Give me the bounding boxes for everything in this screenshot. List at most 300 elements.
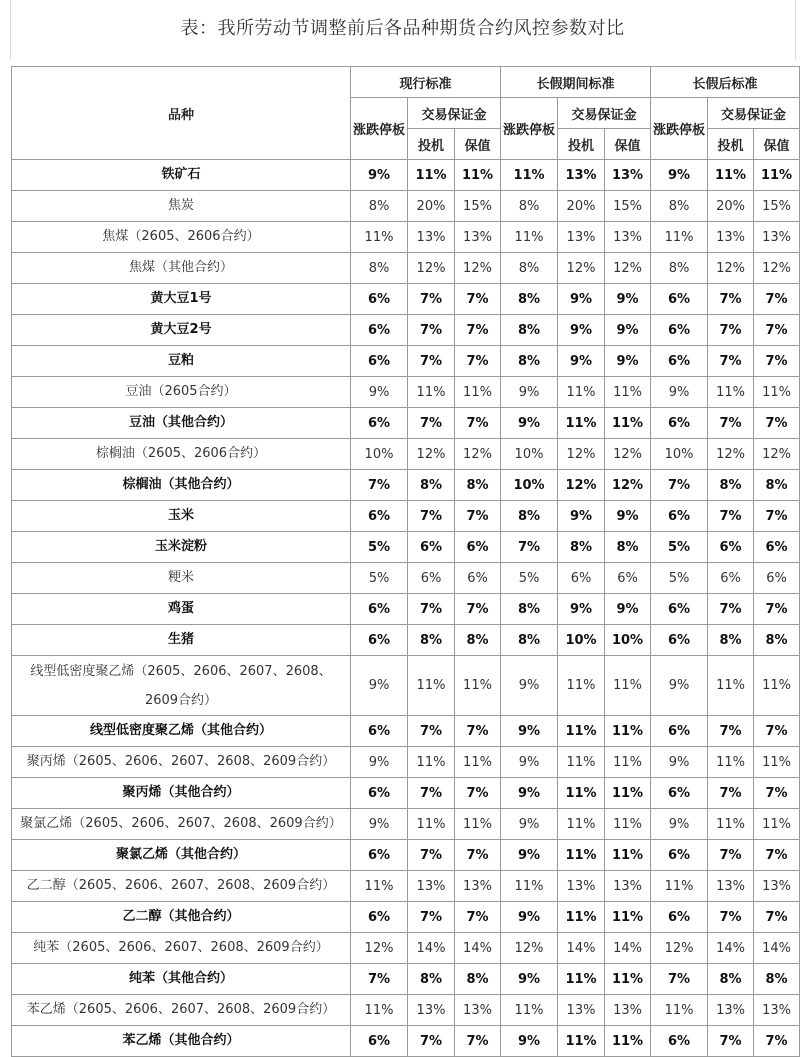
cell-spec-current: 13% [408,995,455,1026]
cell-limit-current: 6% [351,840,408,871]
variety-name: 鸡蛋 [12,594,351,625]
variety-name: 焦炭 [12,191,351,222]
cell-spec-current: 11% [408,377,455,408]
header-spec-holiday: 投机 [558,129,605,160]
cell-limit-after-holiday: 9% [651,160,708,191]
table-row [12,625,800,656]
table-body [12,160,800,1057]
cell-hedge-holiday: 13% [605,995,651,1026]
cell-spec-current: 7% [408,284,455,315]
cell-hedge-current: 7% [455,778,501,809]
cell-limit-after-holiday: 6% [651,594,708,625]
table-row [12,778,800,809]
header-margin-after-holiday: 交易保证金 [708,98,800,129]
header-margin-holiday: 交易保证金 [558,98,651,129]
cell-limit-current: 9% [351,747,408,778]
variety-name: 棕榈油（其他合约） [12,470,351,501]
cell-spec-holiday: 12% [558,253,605,284]
header-hedge-after-holiday: 保值 [754,129,800,160]
cell-hedge-holiday: 11% [605,809,651,840]
cell-limit-holiday: 8% [501,346,558,377]
table-row [12,160,800,191]
table-row [12,253,800,284]
table-title: 表：我所劳动节调整前后各品种期货合约风控参数对比 [180,18,625,39]
cell-spec-current: 7% [408,902,455,933]
variety-name: 焦煤（其他合约） [12,253,351,284]
cell-spec-after-holiday: 7% [708,1026,754,1057]
cell-limit-after-holiday: 9% [651,656,708,716]
cell-spec-holiday: 13% [558,871,605,902]
cell-spec-after-holiday: 7% [708,315,754,346]
cell-spec-after-holiday: 14% [708,933,754,964]
cell-limit-current: 5% [351,532,408,563]
cell-limit-holiday: 11% [501,160,558,191]
cell-spec-current: 7% [408,840,455,871]
cell-hedge-after-holiday: 8% [754,964,800,995]
cell-spec-after-holiday: 11% [708,160,754,191]
cell-hedge-after-holiday: 7% [754,778,800,809]
cell-hedge-after-holiday: 8% [754,625,800,656]
cell-spec-after-holiday: 20% [708,191,754,222]
variety-name: 生猪 [12,625,351,656]
cell-hedge-holiday: 11% [605,408,651,439]
table-row [12,995,800,1026]
cell-spec-after-holiday: 7% [708,408,754,439]
table-row [12,470,800,501]
cell-limit-current: 6% [351,346,408,377]
cell-limit-current: 6% [351,1026,408,1057]
cell-limit-after-holiday: 10% [651,439,708,470]
cell-spec-current: 7% [408,778,455,809]
cell-hedge-after-holiday: 7% [754,716,800,747]
cell-limit-current: 9% [351,656,408,716]
cell-hedge-holiday: 11% [605,716,651,747]
cell-hedge-after-holiday: 11% [754,656,800,716]
header-margin-current: 交易保证金 [408,98,501,129]
cell-limit-after-holiday: 8% [651,253,708,284]
cell-limit-holiday: 11% [501,871,558,902]
cell-hedge-holiday: 9% [605,284,651,315]
cell-hedge-current: 7% [455,594,501,625]
cell-hedge-current: 12% [455,439,501,470]
cell-spec-current: 7% [408,1026,455,1057]
cell-spec-current: 7% [408,315,455,346]
cell-spec-holiday: 11% [558,964,605,995]
cell-spec-after-holiday: 12% [708,439,754,470]
cell-spec-holiday: 13% [558,222,605,253]
cell-limit-after-holiday: 7% [651,470,708,501]
header-limit-after-holiday: 涨跌停板 [651,98,708,160]
cell-spec-holiday: 11% [558,840,605,871]
cell-hedge-after-holiday: 11% [754,809,800,840]
cell-limit-holiday: 8% [501,625,558,656]
header-group-holiday: 长假期间标准 [501,67,651,98]
table-row [12,809,800,840]
cell-hedge-holiday: 9% [605,315,651,346]
cell-limit-holiday: 10% [501,470,558,501]
cell-limit-current: 5% [351,563,408,594]
cell-hedge-current: 11% [455,377,501,408]
table-row [12,377,800,408]
cell-hedge-after-holiday: 8% [754,470,800,501]
cell-hedge-holiday: 12% [605,253,651,284]
cell-hedge-current: 11% [455,809,501,840]
table-row [12,501,800,532]
table-row [12,315,800,346]
cell-limit-after-holiday: 8% [651,191,708,222]
cell-limit-holiday: 11% [501,222,558,253]
cell-limit-after-holiday: 6% [651,778,708,809]
cell-spec-holiday: 11% [558,747,605,778]
cell-hedge-current: 6% [455,532,501,563]
cell-hedge-current: 12% [455,253,501,284]
cell-hedge-after-holiday: 7% [754,315,800,346]
cell-hedge-holiday: 11% [605,964,651,995]
variety-name: 线型低密度聚乙烯（2605、2606、2607、2608、2609合约） [12,656,351,716]
cell-limit-holiday: 8% [501,284,558,315]
cell-limit-holiday: 9% [501,408,558,439]
cell-limit-after-holiday: 11% [651,871,708,902]
cell-spec-current: 14% [408,933,455,964]
variety-name: 苯乙烯（其他合约） [12,1026,351,1057]
cell-spec-after-holiday: 13% [708,995,754,1026]
cell-hedge-after-holiday: 6% [754,532,800,563]
header-spec-current: 投机 [408,129,455,160]
cell-hedge-holiday: 11% [605,377,651,408]
cell-spec-after-holiday: 7% [708,284,754,315]
cell-limit-holiday: 5% [501,563,558,594]
cell-hedge-after-holiday: 13% [754,222,800,253]
cell-hedge-current: 8% [455,625,501,656]
cell-limit-after-holiday: 6% [651,1026,708,1057]
table-row [12,563,800,594]
risk-parameter-table [11,66,800,1057]
cell-hedge-holiday: 11% [605,840,651,871]
cell-hedge-holiday: 9% [605,501,651,532]
cell-spec-current: 11% [408,656,455,716]
cell-limit-after-holiday: 11% [651,222,708,253]
cell-hedge-after-holiday: 7% [754,346,800,377]
cell-hedge-after-holiday: 15% [754,191,800,222]
cell-limit-after-holiday: 9% [651,809,708,840]
cell-limit-holiday: 8% [501,315,558,346]
cell-hedge-holiday: 11% [605,778,651,809]
variety-name: 棕榈油（2605、2606合约） [12,439,351,470]
cell-limit-current: 6% [351,408,408,439]
cell-hedge-after-holiday: 7% [754,902,800,933]
table-row [12,902,800,933]
cell-limit-after-holiday: 6% [651,625,708,656]
cell-hedge-after-holiday: 7% [754,594,800,625]
cell-hedge-holiday: 10% [605,625,651,656]
cell-spec-holiday: 6% [558,563,605,594]
cell-spec-current: 8% [408,964,455,995]
cell-limit-after-holiday: 9% [651,747,708,778]
variety-name: 聚氯乙烯（2605、2606、2607、2608、2609合约） [12,809,351,840]
cell-hedge-current: 7% [455,346,501,377]
cell-limit-after-holiday: 11% [651,995,708,1026]
cell-spec-current: 7% [408,501,455,532]
cell-limit-holiday: 7% [501,532,558,563]
table-row [12,747,800,778]
cell-hedge-holiday: 13% [605,871,651,902]
cell-hedge-current: 7% [455,1026,501,1057]
variety-name: 黄大豆1号 [12,284,351,315]
header-group-after-holiday: 长假后标准 [651,67,800,98]
cell-spec-holiday: 9% [558,594,605,625]
cell-limit-after-holiday: 6% [651,346,708,377]
cell-limit-holiday: 10% [501,439,558,470]
cell-hedge-after-holiday: 12% [754,439,800,470]
cell-limit-after-holiday: 6% [651,716,708,747]
cell-limit-current: 6% [351,284,408,315]
cell-hedge-current: 11% [455,656,501,716]
variety-name: 豆油（其他合约） [12,408,351,439]
cell-hedge-holiday: 11% [605,747,651,778]
cell-spec-holiday: 13% [558,160,605,191]
cell-hedge-holiday: 11% [605,656,651,716]
cell-spec-holiday: 11% [558,408,605,439]
cell-spec-after-holiday: 13% [708,871,754,902]
cell-hedge-after-holiday: 7% [754,284,800,315]
cell-hedge-holiday: 9% [605,594,651,625]
cell-hedge-after-holiday: 12% [754,253,800,284]
cell-hedge-holiday: 14% [605,933,651,964]
cell-spec-current: 11% [408,747,455,778]
cell-hedge-holiday: 13% [605,160,651,191]
header-variety: 品种 [12,67,351,160]
cell-spec-after-holiday: 11% [708,747,754,778]
cell-limit-after-holiday: 5% [651,563,708,594]
cell-limit-current: 9% [351,377,408,408]
cell-spec-holiday: 13% [558,995,605,1026]
cell-hedge-current: 7% [455,501,501,532]
cell-limit-after-holiday: 12% [651,933,708,964]
variety-name: 铁矿石 [12,160,351,191]
cell-spec-after-holiday: 11% [708,656,754,716]
table-row [12,408,800,439]
cell-hedge-current: 7% [455,716,501,747]
cell-hedge-holiday: 8% [605,532,651,563]
cell-hedge-current: 8% [455,470,501,501]
variety-name: 乙二醇（其他合约） [12,902,351,933]
cell-limit-current: 11% [351,222,408,253]
cell-spec-after-holiday: 6% [708,563,754,594]
variety-name: 苯乙烯（2605、2606、2607、2608、2609合约） [12,995,351,1026]
cell-hedge-current: 13% [455,995,501,1026]
header-hedge-holiday: 保值 [605,129,651,160]
cell-spec-holiday: 11% [558,902,605,933]
cell-limit-current: 11% [351,995,408,1026]
cell-hedge-current: 7% [455,284,501,315]
cell-spec-holiday: 14% [558,933,605,964]
cell-hedge-after-holiday: 7% [754,408,800,439]
cell-limit-holiday: 8% [501,191,558,222]
variety-name: 线型低密度聚乙烯（其他合约） [12,716,351,747]
cell-limit-current: 11% [351,871,408,902]
cell-hedge-holiday: 12% [605,470,651,501]
variety-name: 玉米淀粉 [12,532,351,563]
cell-limit-current: 6% [351,716,408,747]
variety-name: 聚氯乙烯（其他合约） [12,840,351,871]
cell-hedge-current: 13% [455,871,501,902]
cell-limit-current: 6% [351,778,408,809]
table-row [12,1026,800,1057]
cell-limit-holiday: 9% [501,778,558,809]
cell-limit-holiday: 11% [501,995,558,1026]
table-row [12,222,800,253]
table-row [12,656,800,716]
cell-limit-holiday: 9% [501,656,558,716]
cell-limit-current: 7% [351,964,408,995]
cell-spec-current: 12% [408,439,455,470]
header-hedge-current: 保值 [455,129,501,160]
cell-limit-after-holiday: 6% [651,840,708,871]
table-row [12,346,800,377]
cell-hedge-current: 11% [455,160,501,191]
cell-limit-holiday: 9% [501,809,558,840]
table-row [12,594,800,625]
cell-hedge-current: 7% [455,408,501,439]
cell-hedge-current: 11% [455,747,501,778]
cell-limit-holiday: 8% [501,253,558,284]
cell-spec-holiday: 9% [558,315,605,346]
cell-hedge-after-holiday: 14% [754,933,800,964]
cell-spec-holiday: 11% [558,778,605,809]
table-row [12,964,800,995]
cell-limit-current: 7% [351,470,408,501]
cell-limit-after-holiday: 6% [651,284,708,315]
cell-spec-after-holiday: 7% [708,501,754,532]
cell-spec-current: 8% [408,470,455,501]
cell-limit-holiday: 9% [501,716,558,747]
cell-limit-holiday: 12% [501,933,558,964]
table-row [12,840,800,871]
cell-limit-current: 10% [351,439,408,470]
variety-name: 焦煤（2605、2606合约） [12,222,351,253]
header-limit-current: 涨跌停板 [351,98,408,160]
cell-spec-after-holiday: 7% [708,594,754,625]
cell-hedge-current: 8% [455,964,501,995]
cell-spec-holiday: 9% [558,346,605,377]
cell-hedge-after-holiday: 6% [754,563,800,594]
cell-spec-holiday: 20% [558,191,605,222]
cell-limit-after-holiday: 5% [651,532,708,563]
cell-spec-holiday: 11% [558,809,605,840]
cell-spec-current: 20% [408,191,455,222]
cell-hedge-current: 15% [455,191,501,222]
cell-hedge-holiday: 11% [605,902,651,933]
cell-spec-holiday: 11% [558,1026,605,1057]
cell-spec-holiday: 9% [558,284,605,315]
cell-hedge-holiday: 11% [605,1026,651,1057]
cell-hedge-holiday: 15% [605,191,651,222]
cell-spec-after-holiday: 12% [708,253,754,284]
cell-limit-holiday: 8% [501,594,558,625]
variety-name: 豆粕 [12,346,351,377]
cell-hedge-after-holiday: 7% [754,501,800,532]
cell-spec-current: 7% [408,594,455,625]
cell-limit-after-holiday: 6% [651,315,708,346]
cell-spec-current: 13% [408,222,455,253]
header-limit-holiday: 涨跌停板 [501,98,558,160]
cell-limit-after-holiday: 6% [651,501,708,532]
cell-spec-holiday: 11% [558,656,605,716]
cell-spec-after-holiday: 7% [708,716,754,747]
variety-name: 聚丙烯（其他合约） [12,778,351,809]
cell-spec-after-holiday: 6% [708,532,754,563]
variety-name: 纯苯（其他合约） [12,964,351,995]
cell-hedge-after-holiday: 13% [754,995,800,1026]
table-row [12,439,800,470]
variety-name: 豆油（2605合约） [12,377,351,408]
cell-spec-after-holiday: 8% [708,964,754,995]
cell-hedge-current: 7% [455,315,501,346]
cell-spec-current: 11% [408,809,455,840]
cell-hedge-after-holiday: 7% [754,1026,800,1057]
cell-spec-current: 7% [408,408,455,439]
cell-limit-after-holiday: 6% [651,902,708,933]
table-row [12,284,800,315]
cell-spec-holiday: 11% [558,716,605,747]
cell-limit-holiday: 8% [501,501,558,532]
cell-limit-after-holiday: 9% [651,377,708,408]
cell-limit-current: 6% [351,594,408,625]
cell-hedge-after-holiday: 11% [754,377,800,408]
cell-limit-current: 9% [351,160,408,191]
cell-limit-current: 6% [351,501,408,532]
cell-limit-holiday: 9% [501,377,558,408]
cell-hedge-holiday: 6% [605,563,651,594]
cell-limit-current: 6% [351,625,408,656]
cell-hedge-after-holiday: 7% [754,840,800,871]
cell-spec-current: 8% [408,625,455,656]
cell-limit-holiday: 9% [501,964,558,995]
cell-limit-current: 6% [351,902,408,933]
cell-spec-holiday: 8% [558,532,605,563]
cell-spec-after-holiday: 7% [708,840,754,871]
variety-name: 纯苯（2605、2606、2607、2608、2609合约） [12,933,351,964]
cell-limit-current: 6% [351,315,408,346]
variety-name: 玉米 [12,501,351,532]
cell-spec-after-holiday: 13% [708,222,754,253]
cell-spec-current: 12% [408,253,455,284]
cell-spec-after-holiday: 7% [708,778,754,809]
cell-hedge-current: 7% [455,840,501,871]
cell-limit-current: 8% [351,253,408,284]
table-row [12,532,800,563]
cell-limit-current: 9% [351,809,408,840]
cell-spec-holiday: 10% [558,625,605,656]
table-row [12,191,800,222]
cell-hedge-after-holiday: 11% [754,160,800,191]
table-row [12,933,800,964]
cell-hedge-current: 13% [455,222,501,253]
header-group-current: 现行标准 [351,67,501,98]
cell-spec-current: 7% [408,346,455,377]
cell-spec-current: 11% [408,160,455,191]
cell-spec-current: 6% [408,563,455,594]
cell-limit-holiday: 9% [501,902,558,933]
cell-limit-holiday: 9% [501,1026,558,1057]
cell-spec-after-holiday: 11% [708,809,754,840]
cell-spec-after-holiday: 7% [708,346,754,377]
variety-name: 黄大豆2号 [12,315,351,346]
cell-spec-holiday: 12% [558,470,605,501]
cell-spec-holiday: 9% [558,501,605,532]
variety-name: 乙二醇（2605、2606、2607、2608、2609合约） [12,871,351,902]
variety-name: 聚丙烯（2605、2606、2607、2608、2609合约） [12,747,351,778]
